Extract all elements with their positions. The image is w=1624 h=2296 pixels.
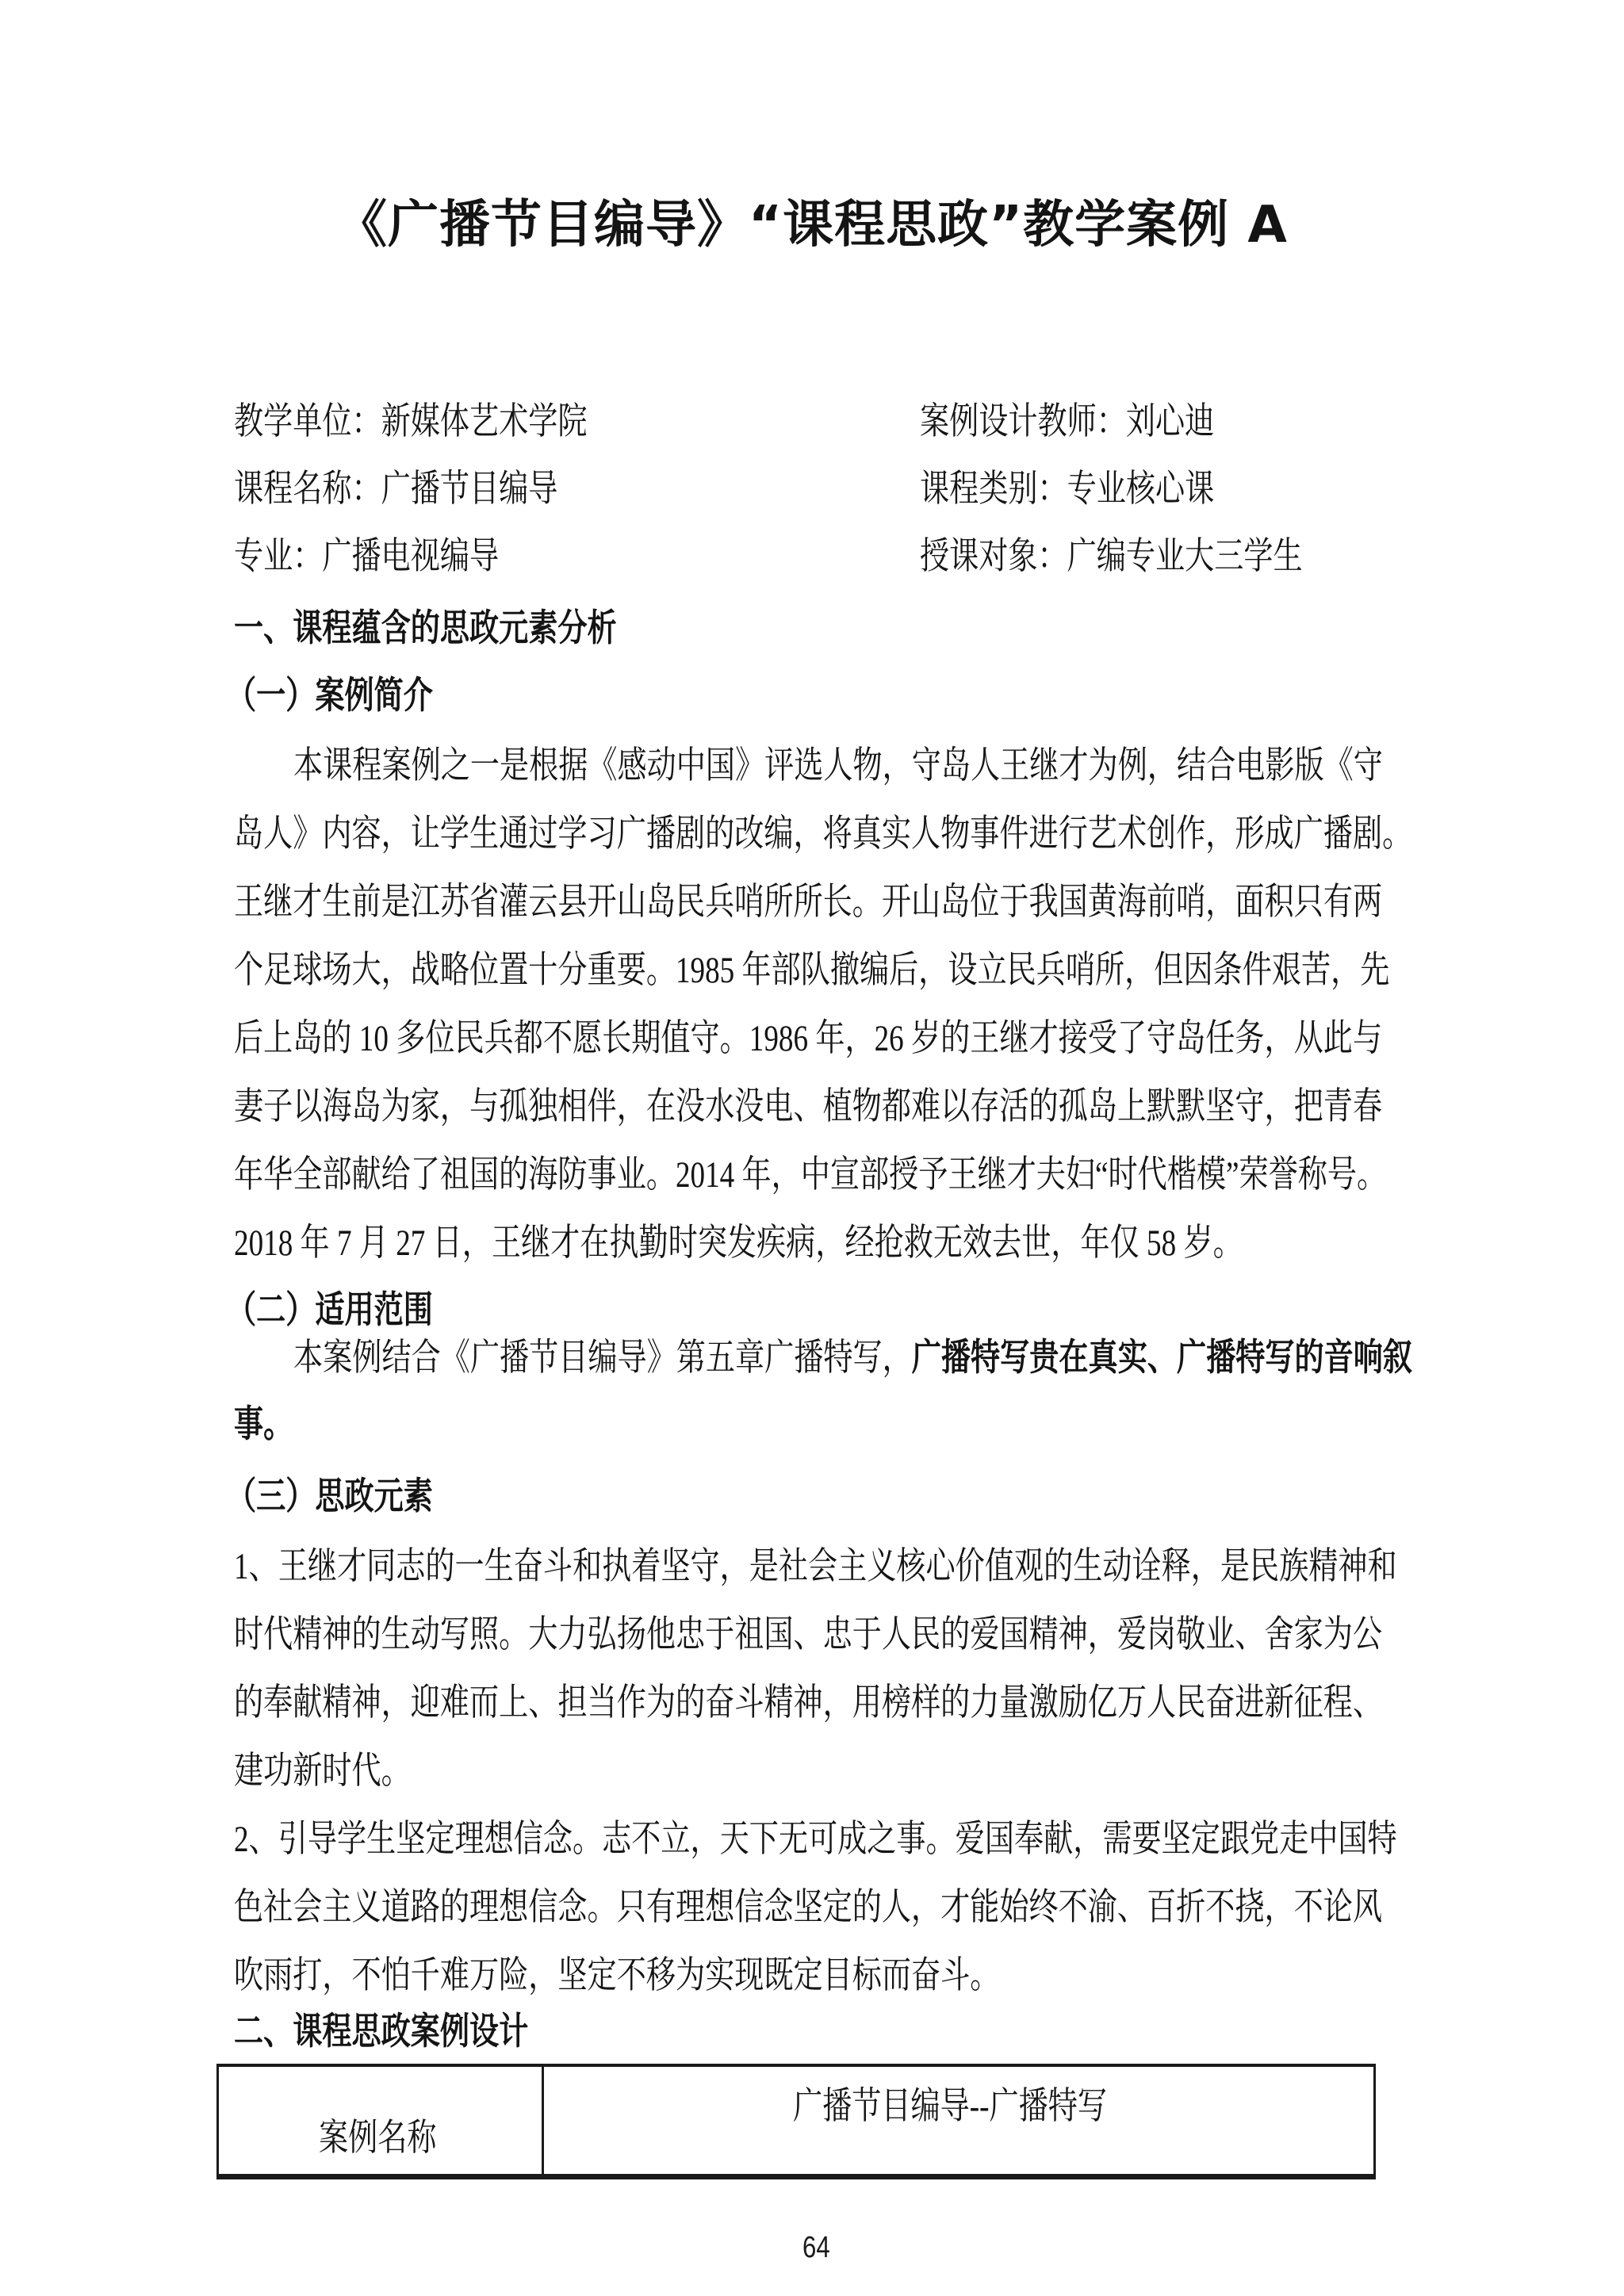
body-line: 个足球场大，战略位置十分重要。1985 年部队撤编后，设立民兵哨所，但因条件艰苦，先 (234, 950, 1390, 991)
meta-case-designer: 案例设计教师：刘心迪 (920, 401, 1215, 442)
body-line: 王继才生前是江苏省灌云县开山岛民兵哨所所长。开山岛位于我国黄海前哨，面积只有两 (234, 882, 1383, 923)
meta-audience: 授课对象：广编专业大三学生 (920, 536, 1303, 577)
scope-text-bold: 广播特写贵在真实、广播特写的音响叙 (911, 1336, 1412, 1380)
body-line: 色社会主义道路的理想信念。只有理想信念坚定的人，才能始终不渝、百折不挠，不论风 (234, 1887, 1383, 1928)
body-line: 1、王继才同志的一生奋斗和执着坚守，是社会主义核心价值观的生动诠释，是民族精神和 (234, 1546, 1397, 1587)
body-line: 的奉献精神，迎难而上、担当作为的奋斗精神，用榜样的力量激励亿万人民奋进新征程、 (234, 1682, 1383, 1724)
body-line: 妻子以海岛为家，与孤独相伴，在没水没电、植物都难以存活的孤岛上默默坚守，把青春 (234, 1086, 1383, 1127)
subheading-scope: （二）适用范围 (227, 1290, 433, 1331)
subheading-case-intro: （一）案例简介 (227, 675, 433, 717)
scope-text-normal: 本案例结合《广播节目编导》第五章广播特写， (293, 1337, 912, 1379)
page-number: 64 (802, 2231, 830, 2264)
meta-course-category: 课程类别：专业核心课 (920, 469, 1215, 510)
body-line (234, 1324, 1412, 1392)
body-line: 后上岛的 10 多位民兵都不愿长期值守。1986 年，26 岁的王继才接受了守岛任务，从此与 (234, 1018, 1383, 1059)
body-line: 岛人》内容，让学生通过学习广播剧的改编，将真实人物事件进行艺术创作，形成广播剧。 (234, 813, 1412, 855)
body-line: 事。 (234, 1402, 293, 1446)
body-line: 吹雨打，不怕千难万险，坚定不移为实现既定目标而奋斗。 (234, 1955, 1000, 1996)
table-cell-case-name-label: 案例名称 (319, 2118, 437, 2159)
subheading-ideology-elements: （三）思政元素 (227, 1476, 433, 1517)
heading-section-1: 一、课程蕴含的思政元素分析 (234, 608, 617, 649)
body-line: 年华全部献给了祖国的海防事业。2014 年，中宣部授予王继才夫妇“时代楷模”荣誉称号。 (234, 1154, 1387, 1196)
table-cell-case-name-value: 广播节目编导--广播特写 (793, 2086, 1108, 2127)
body-line: 本课程案例之一是根据《感动中国》评选人物，守岛人王继才为例，结合电影版《守 (293, 745, 1383, 786)
body-line: 建功新时代。 (234, 1751, 411, 1792)
meta-course-name: 课程名称：广播节目编导 (234, 469, 558, 510)
body-line: 时代精神的生动写照。大力弘扬他忠于祖国、忠于人民的爱国精神，爱岗敬业、舍家为公 (234, 1614, 1383, 1655)
document-title: 《广播节目编导》“课程思政”教学案例 A (336, 196, 1288, 254)
meta-teaching-unit: 教学单位：新媒体艺术学院 (234, 401, 588, 442)
meta-major: 专业：广播电视编导 (234, 536, 500, 577)
body-line: 2、引导学生坚定理想信念。志不立，天下无可成之事。爱国奉献，需要坚定跟党走中国特 (234, 1819, 1397, 1860)
heading-section-2: 二、课程思政案例设计 (234, 2011, 529, 2053)
body-line: 2018 年 7 月 27 日，王继才在执勤时突发疾病，经抢救无效去世，年仅 58 岁。 (234, 1223, 1243, 1264)
table-column-divider (542, 2067, 544, 2174)
